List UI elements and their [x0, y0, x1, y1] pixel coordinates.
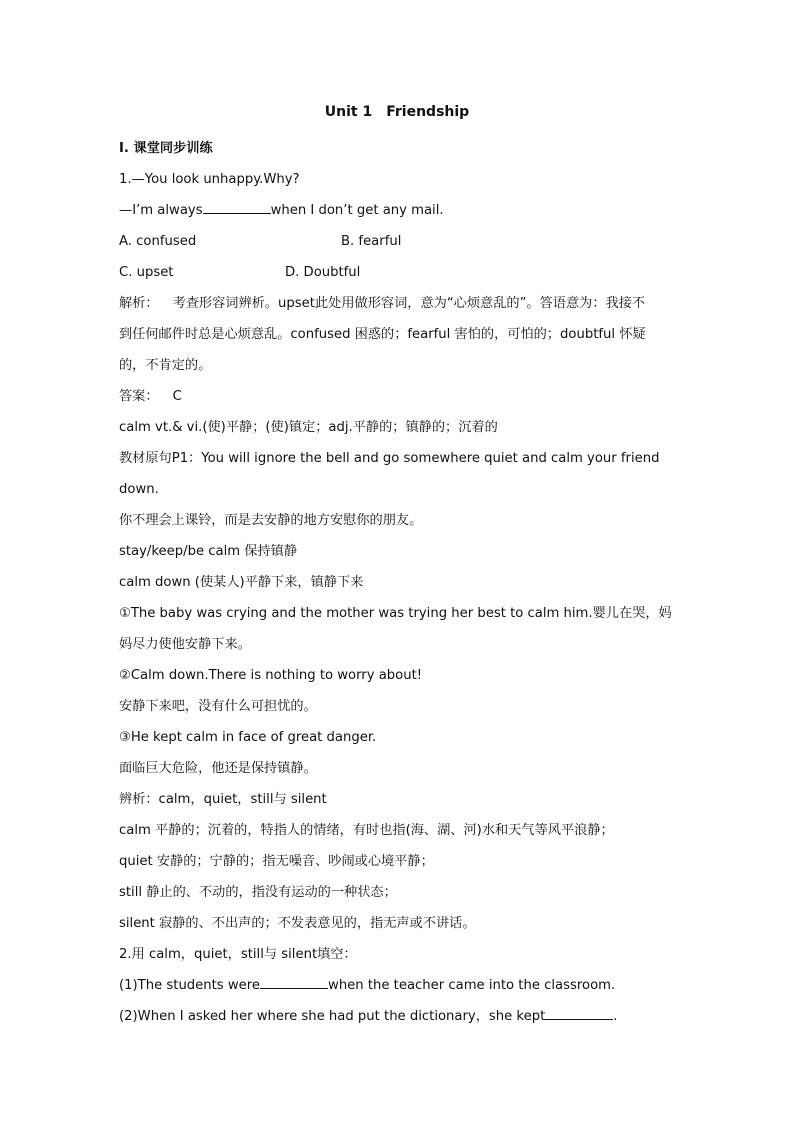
answer-label: 答案：: [119, 389, 159, 404]
question-2-item-1: [119, 970, 679, 1001]
question-1-options-cd: [119, 257, 679, 288]
analysis-line-3: 的，不肯定的。: [119, 358, 212, 373]
item-1-text-before: (1)The students were: [119, 978, 261, 993]
textbook-translation: 你不理会上课铃，而是去安静的地方安慰你的朋友。: [119, 513, 423, 528]
question-2-item-2: [119, 1001, 679, 1032]
answer-blank: [203, 201, 271, 214]
section-heading: Ⅰ. 课堂同步训练: [119, 141, 213, 156]
question-1-stem: 1.—You look unhappy.Why?: [119, 172, 300, 187]
answer-blank: [260, 976, 328, 989]
answer-line: [119, 381, 679, 412]
response-text-before: —I’m always: [119, 203, 203, 218]
answer-value: C: [172, 389, 182, 404]
analysis-text: 考查形容词辨析。upset此处用做形容词，意为“心烦意乱的”。答语意为：我接不: [172, 296, 646, 311]
example-3-translation: 面临巨大危险，他还是保持镇静。: [119, 761, 317, 776]
option-a: A. confused: [119, 234, 197, 249]
analysis-line-1: [119, 288, 679, 319]
option-b: B. fearful: [341, 234, 402, 249]
question-1-options-ab: [119, 226, 679, 257]
item-2-text-after: .: [613, 1009, 618, 1024]
distinguish-silent: silent 寂静的、不出声的；不发表意见的，指无声或不讲话。: [119, 916, 476, 931]
textbook-sentence-line-2: down.: [119, 482, 159, 497]
answer-blank: [545, 1007, 613, 1020]
example-2-translation: 安静下来吧，没有什么可担忧的。: [119, 699, 317, 714]
example-2: ②Calm down.There is nothing to worry about!: [119, 668, 423, 683]
document-body: [119, 133, 679, 1032]
vocab-entry: calm vt.& vi.(使)平静；(使)镇定；adj.平静的；镇静的；沉着的: [119, 420, 498, 435]
textbook-sentence-line-1: 教材原句P1：You will ignore the bell and go somewhere quiet and calm your friend: [119, 451, 660, 466]
analysis-label: 解析：: [119, 296, 159, 311]
option-c: C. upset: [119, 265, 174, 280]
item-2-text-before: (2)When I asked her where she had put the dictionary，she kept: [119, 1009, 546, 1024]
example-1-line-1: ①The baby was crying and the mother was trying her best to calm him.婴儿在哭，妈: [119, 606, 672, 621]
page-title: Unit 1 Friendship: [324, 104, 470, 120]
item-1-text-after: when the teacher came into the classroom.: [328, 978, 616, 993]
option-d: D. Doubtful: [285, 265, 361, 280]
response-text-after: when I don’t get any mail.: [270, 203, 444, 218]
distinguish-calm: calm 平静的；沉着的，特指人的情绪，有时也指(海、湖、河)水和天气等风平浪静；: [119, 823, 614, 838]
question-2-stem: 2.用 calm，quiet，still与 silent填空：: [119, 947, 357, 962]
phrase-calm-down: calm down (使某人)平静下来，镇静下来: [119, 575, 364, 590]
analysis-line-2: 到任何邮件时总是心烦意乱。confused 困惑的；fearful 害怕的，可怕的；doubtful 怀疑: [119, 327, 646, 342]
distinguish-heading: 辨析：calm，quiet，still与 silent: [119, 792, 327, 807]
phrase-stay-calm: stay/keep/be calm 保持镇静: [119, 544, 298, 559]
example-1-line-2: 妈尽力使他安静下来。: [119, 637, 251, 652]
distinguish-still: still 静止的、不动的，指没有运动的一种状态；: [119, 885, 397, 900]
example-3: ③He kept calm in face of great danger.: [119, 730, 377, 745]
distinguish-quiet: quiet 安静的；宁静的；指无噪音、吵闹或心境平静；: [119, 854, 434, 869]
question-1-response: [119, 195, 679, 226]
